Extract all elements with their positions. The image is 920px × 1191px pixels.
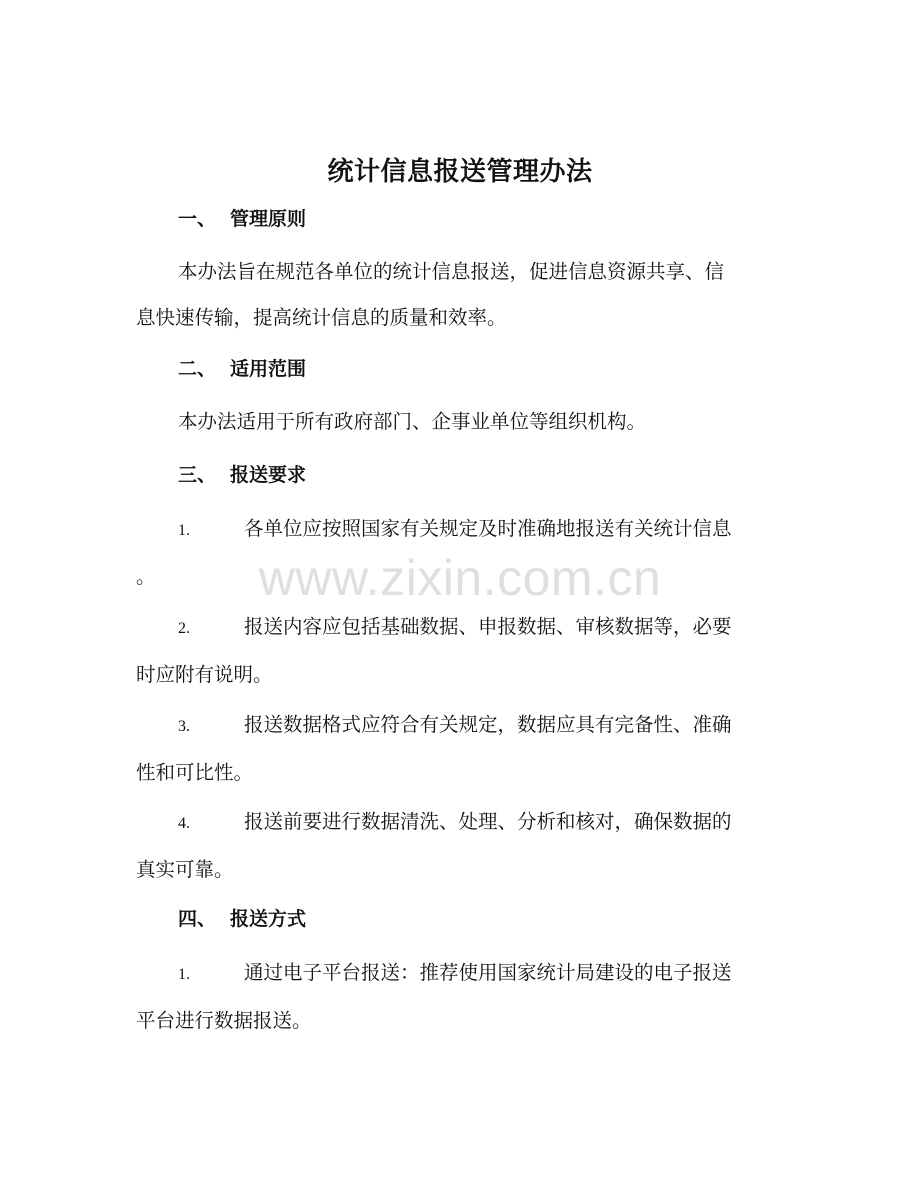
- section-title: 报送要求: [230, 464, 307, 486]
- list-item-text: 报送前要进行数据清洗、处理、分析和核对，确保数据的: [244, 810, 732, 833]
- paragraph-line: 本办法旨在规范各单位的统计信息报送，促进信息资源共享、信: [178, 260, 725, 283]
- list-marker: 4.: [178, 815, 190, 832]
- list-marker: 3.: [178, 718, 190, 735]
- list-marker: 2.: [178, 620, 190, 637]
- section-2-paragraph: [136, 399, 776, 445]
- list-marker: 1.: [178, 522, 190, 539]
- section-heading-4: [178, 904, 306, 934]
- list-item: [136, 950, 776, 1044]
- list-item: [136, 604, 776, 698]
- section-number: 四、: [178, 908, 217, 930]
- list-item-text: 各单位应按照国家有关规定及时准确地报送有关统计信息: [244, 517, 732, 540]
- section-heading-3: [178, 460, 306, 490]
- list-item-text: 报送内容应包括基础数据、申报数据、审核数据等，必要: [244, 615, 732, 638]
- list-item-continuation: 。: [136, 565, 156, 588]
- section-number: 三、: [178, 464, 217, 486]
- list-marker: 1.: [178, 966, 190, 983]
- list-item: [136, 702, 776, 796]
- watermark: www.zixin.com.cn: [258, 550, 662, 606]
- section-number: 二、: [178, 358, 217, 380]
- paragraph-line: 本办法适用于所有政府部门、企事业单位等组织机构。: [178, 410, 647, 433]
- section-heading-2: [178, 354, 306, 384]
- section-title: 适用范围: [230, 358, 307, 380]
- section-number: 一、: [178, 208, 217, 230]
- list-item-text: 报送数据格式应符合有关规定，数据应具有完备性、准确: [244, 713, 732, 736]
- list-item-continuation: 性和可比性。: [136, 761, 254, 784]
- list-item-continuation: 时应附有说明。: [136, 663, 273, 686]
- section-1-paragraph: [136, 249, 776, 341]
- list-item-continuation: 真实可靠。: [136, 858, 234, 881]
- list-item-continuation: 平台进行数据报送。: [136, 1009, 312, 1032]
- paragraph-line: 息快速传输，提高统计信息的质量和效率。: [136, 306, 507, 329]
- document-title: 统计信息报送管理办法: [327, 157, 593, 187]
- section-heading-1: [178, 204, 306, 234]
- section-title: 报送方式: [230, 908, 307, 930]
- list-item-text: 通过电子平台报送：推荐使用国家统计局建设的电子报送: [244, 961, 732, 984]
- list-item: [136, 506, 776, 600]
- section-title: 管理原则: [230, 208, 307, 230]
- list-item: [136, 799, 776, 893]
